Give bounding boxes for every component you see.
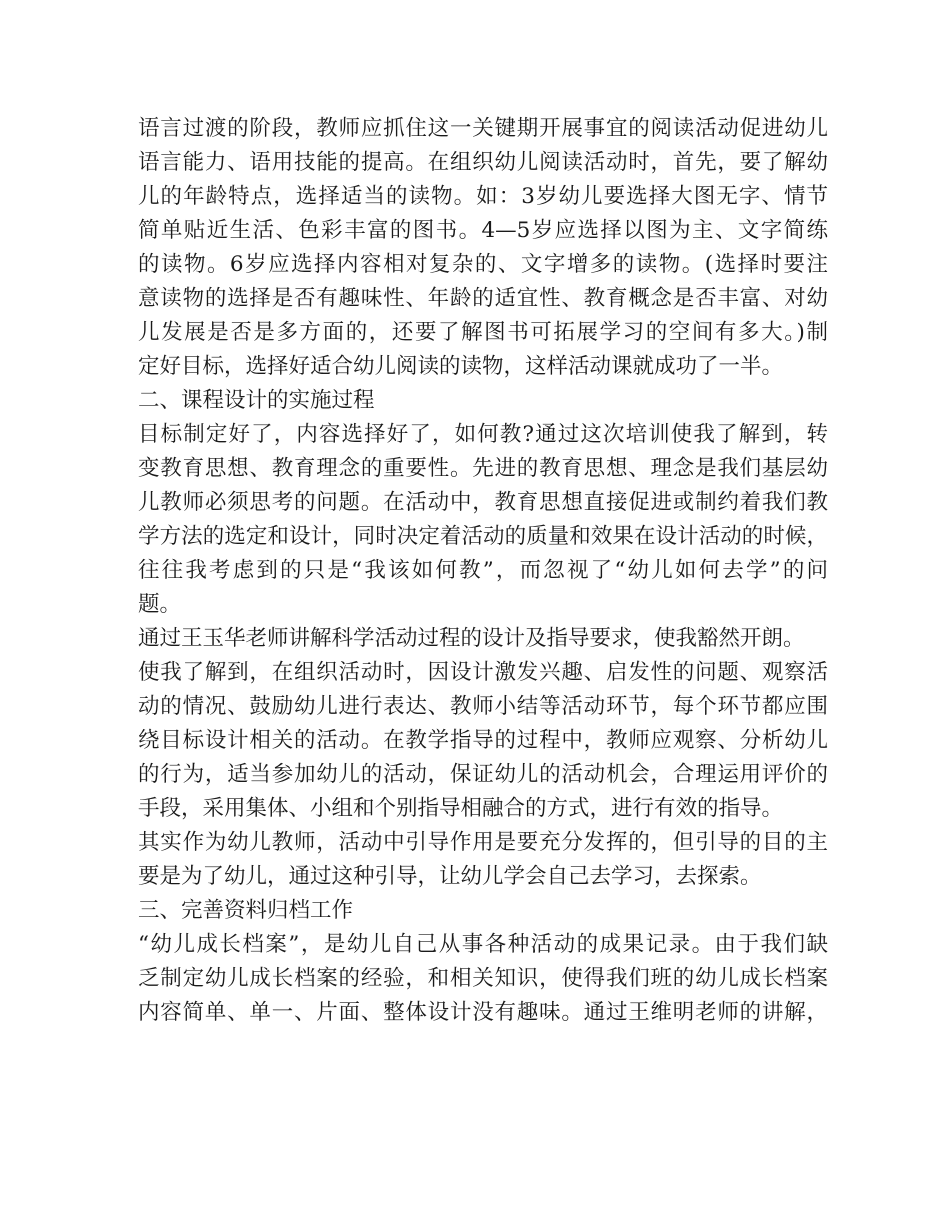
text-line: 通过王玉华老师讲解科学活动过程的设计及指导要求，使我豁然开朗。	[138, 626, 805, 651]
text-line: 儿发展是否是多方面的，还要了解图书可拓展学习的空间有多大。)制	[138, 320, 828, 345]
text-line: “幼儿成长档案”，是幼儿自己从事各种活动的成果记录。由于我们缺	[138, 932, 828, 957]
text-line: 语言能力、语用技能的提高。在组织幼儿阅读活动时，首先，要了解幼	[138, 150, 828, 175]
text-line: 三、完善资料归档工作	[138, 898, 354, 923]
text-line: 乏制定幼儿成长档案的经验，和相关知识，使得我们班的幼儿成长档案	[138, 966, 828, 991]
text-line: 儿教师必须思考的问题。在活动中，教育思想直接促进或制约着我们教	[138, 490, 828, 515]
text-line: 动的情况、鼓励幼儿进行表达、教师小结等活动环节，每个环节都应围	[138, 694, 828, 719]
text-line: 简单贴近生活、色彩丰富的图书。4—5岁应选择以图为主、文字简练	[138, 218, 828, 243]
text-line: 使我了解到，在组织活动时，因设计激发兴趣、启发性的问题、观察活	[138, 660, 828, 685]
text-line: 手段，采用集体、小组和个别指导相融合的方式，进行有效的指导。	[138, 796, 784, 821]
text-line: 的读物。6岁应选择内容相对复杂的、文字增多的读物。(选择时要注	[138, 252, 828, 277]
text-line: 的行为，适当参加幼儿的活动，保证幼儿的活动机会，合理运用评价的	[138, 762, 828, 787]
text-line: 内容简单、单一、片面、整体设计没有趣味。通过王维明老师的讲解，	[138, 1000, 828, 1025]
text-line: 绕目标设计相关的活动。在教学指导的过程中，教师应观察、分析幼儿	[138, 728, 828, 753]
text-line: 题。	[138, 592, 182, 617]
text-line: 定好目标，选择好适合幼儿阅读的读物，这样活动课就成功了一半。	[138, 354, 784, 379]
text-line: 学方法的选定和设计，同时决定着活动的质量和效果在设计活动的时候，	[138, 524, 828, 549]
text-line: 意读物的选择是否有趣味性、年龄的适宜性、教育概念是否丰富、对幼	[138, 286, 828, 311]
text-line: 儿的年龄特点，选择适当的读物。如：3岁幼儿要选择大图无字、情节	[138, 184, 828, 209]
text-line: 变教育思想、教育理念的重要性。先进的教育思想、理念是我们基层幼	[138, 456, 828, 481]
text-line: 目标制定好了，内容选择好了，如何教?通过这次培训使我了解到，转	[138, 422, 828, 447]
text-line: 二、课程设计的实施过程	[138, 388, 375, 413]
text-line: 往往我考虑到的只是“我该如何教”，而忽视了“幼儿如何去学”的问	[138, 558, 828, 583]
text-line: 语言过渡的阶段，教师应抓住这一关键期开展事宜的阅读活动促进幼儿	[138, 116, 828, 141]
text-line: 其实作为幼儿教师，活动中引导作用是要充分发挥的，但引导的目的主	[138, 830, 828, 855]
document-body	[138, 112, 828, 1030]
text-line: 要是为了幼儿，通过这种引导，让幼儿学会自己去学习，去探索。	[138, 864, 762, 889]
